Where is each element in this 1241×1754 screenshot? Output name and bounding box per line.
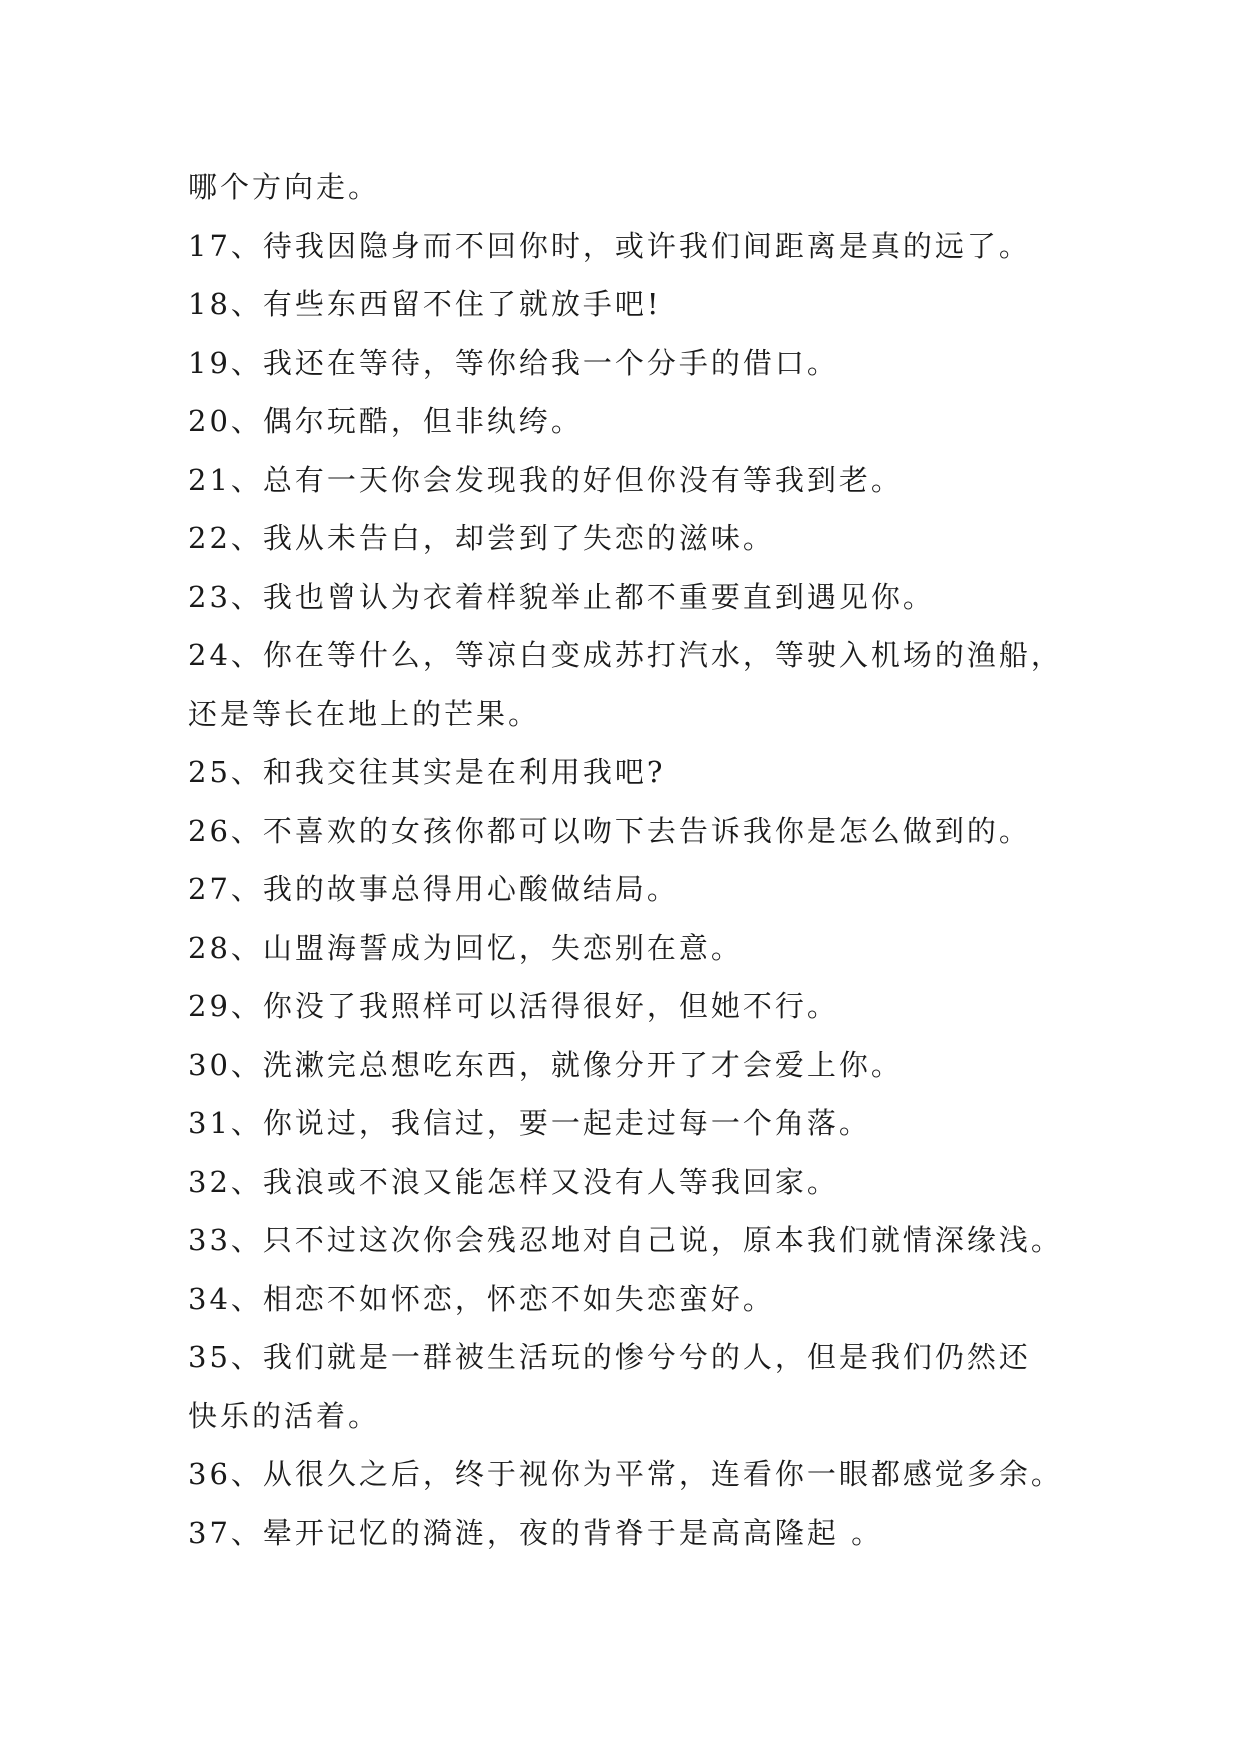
text-line: 22、我从未告白，却尝到了失恋的滋味。 [188, 521, 775, 555]
text-line: 24、你在等什么，等凉白变成苏打汽水，等驶入机场的渔船， [188, 638, 1063, 672]
text-line: 36、从很久之后，终于视你为平常，连看你一眼都感觉多余。 [188, 1457, 1063, 1491]
text-line: 34、相恋不如怀恋，怀恋不如失恋蛮好。 [188, 1281, 775, 1316]
text-line: 19、我还在等待，等你给我一个分手的借口。 [188, 345, 839, 380]
text-line: 27、我的故事总得用心酸做结局。 [188, 872, 679, 906]
text-line: 23、我也曾认为衣着样貌举止都不重要直到遇见你。 [188, 579, 935, 614]
text-line: 35、我们就是一群被生活玩的惨兮兮的人，但是我们仍然还 [188, 1340, 1031, 1374]
text-line: 21、总有一天你会发现我的好但你没有等我到老。 [188, 462, 903, 497]
text-line: 哪个方向走。 [188, 170, 381, 204]
text-line: 17、待我因隐身而不回你时，或许我们间距离是真的远了。 [188, 228, 1031, 263]
text-line: 还是等长在地上的芒果。 [188, 696, 541, 731]
text-line: 25、和我交往其实是在利用我吧? [188, 755, 666, 789]
text-line: 37、晕开记忆的漪涟，夜的背脊于是高高隆起 。 [188, 1515, 884, 1550]
document-body [188, 158, 1088, 1562]
text-line: 20、偶尔玩酷，但非纨绔。 [188, 404, 583, 438]
text-line: 26、不喜欢的女孩你都可以吻下去告诉我你是怎么做到的。 [188, 813, 1031, 848]
text-line: 29、你没了我照样可以活得很好，但她不行。 [188, 989, 839, 1023]
text-line: 30、洗漱完总想吃东西，就像分开了才会爱上你。 [188, 1047, 903, 1082]
text-line: 33、只不过这次你会残忍地对自己说，原本我们就情深缘浅。 [188, 1223, 1063, 1257]
text-line: 32、我浪或不浪又能怎样又没有人等我回家。 [188, 1164, 839, 1199]
text-line: 18、有些东西留不住了就放手吧! [188, 287, 662, 321]
text-line: 31、你说过，我信过，要一起走过每一个角落。 [188, 1106, 871, 1140]
text-line: 快乐的活着。 [188, 1398, 381, 1433]
text-line: 28、山盟海誓成为回忆，失恋别在意。 [188, 930, 743, 965]
